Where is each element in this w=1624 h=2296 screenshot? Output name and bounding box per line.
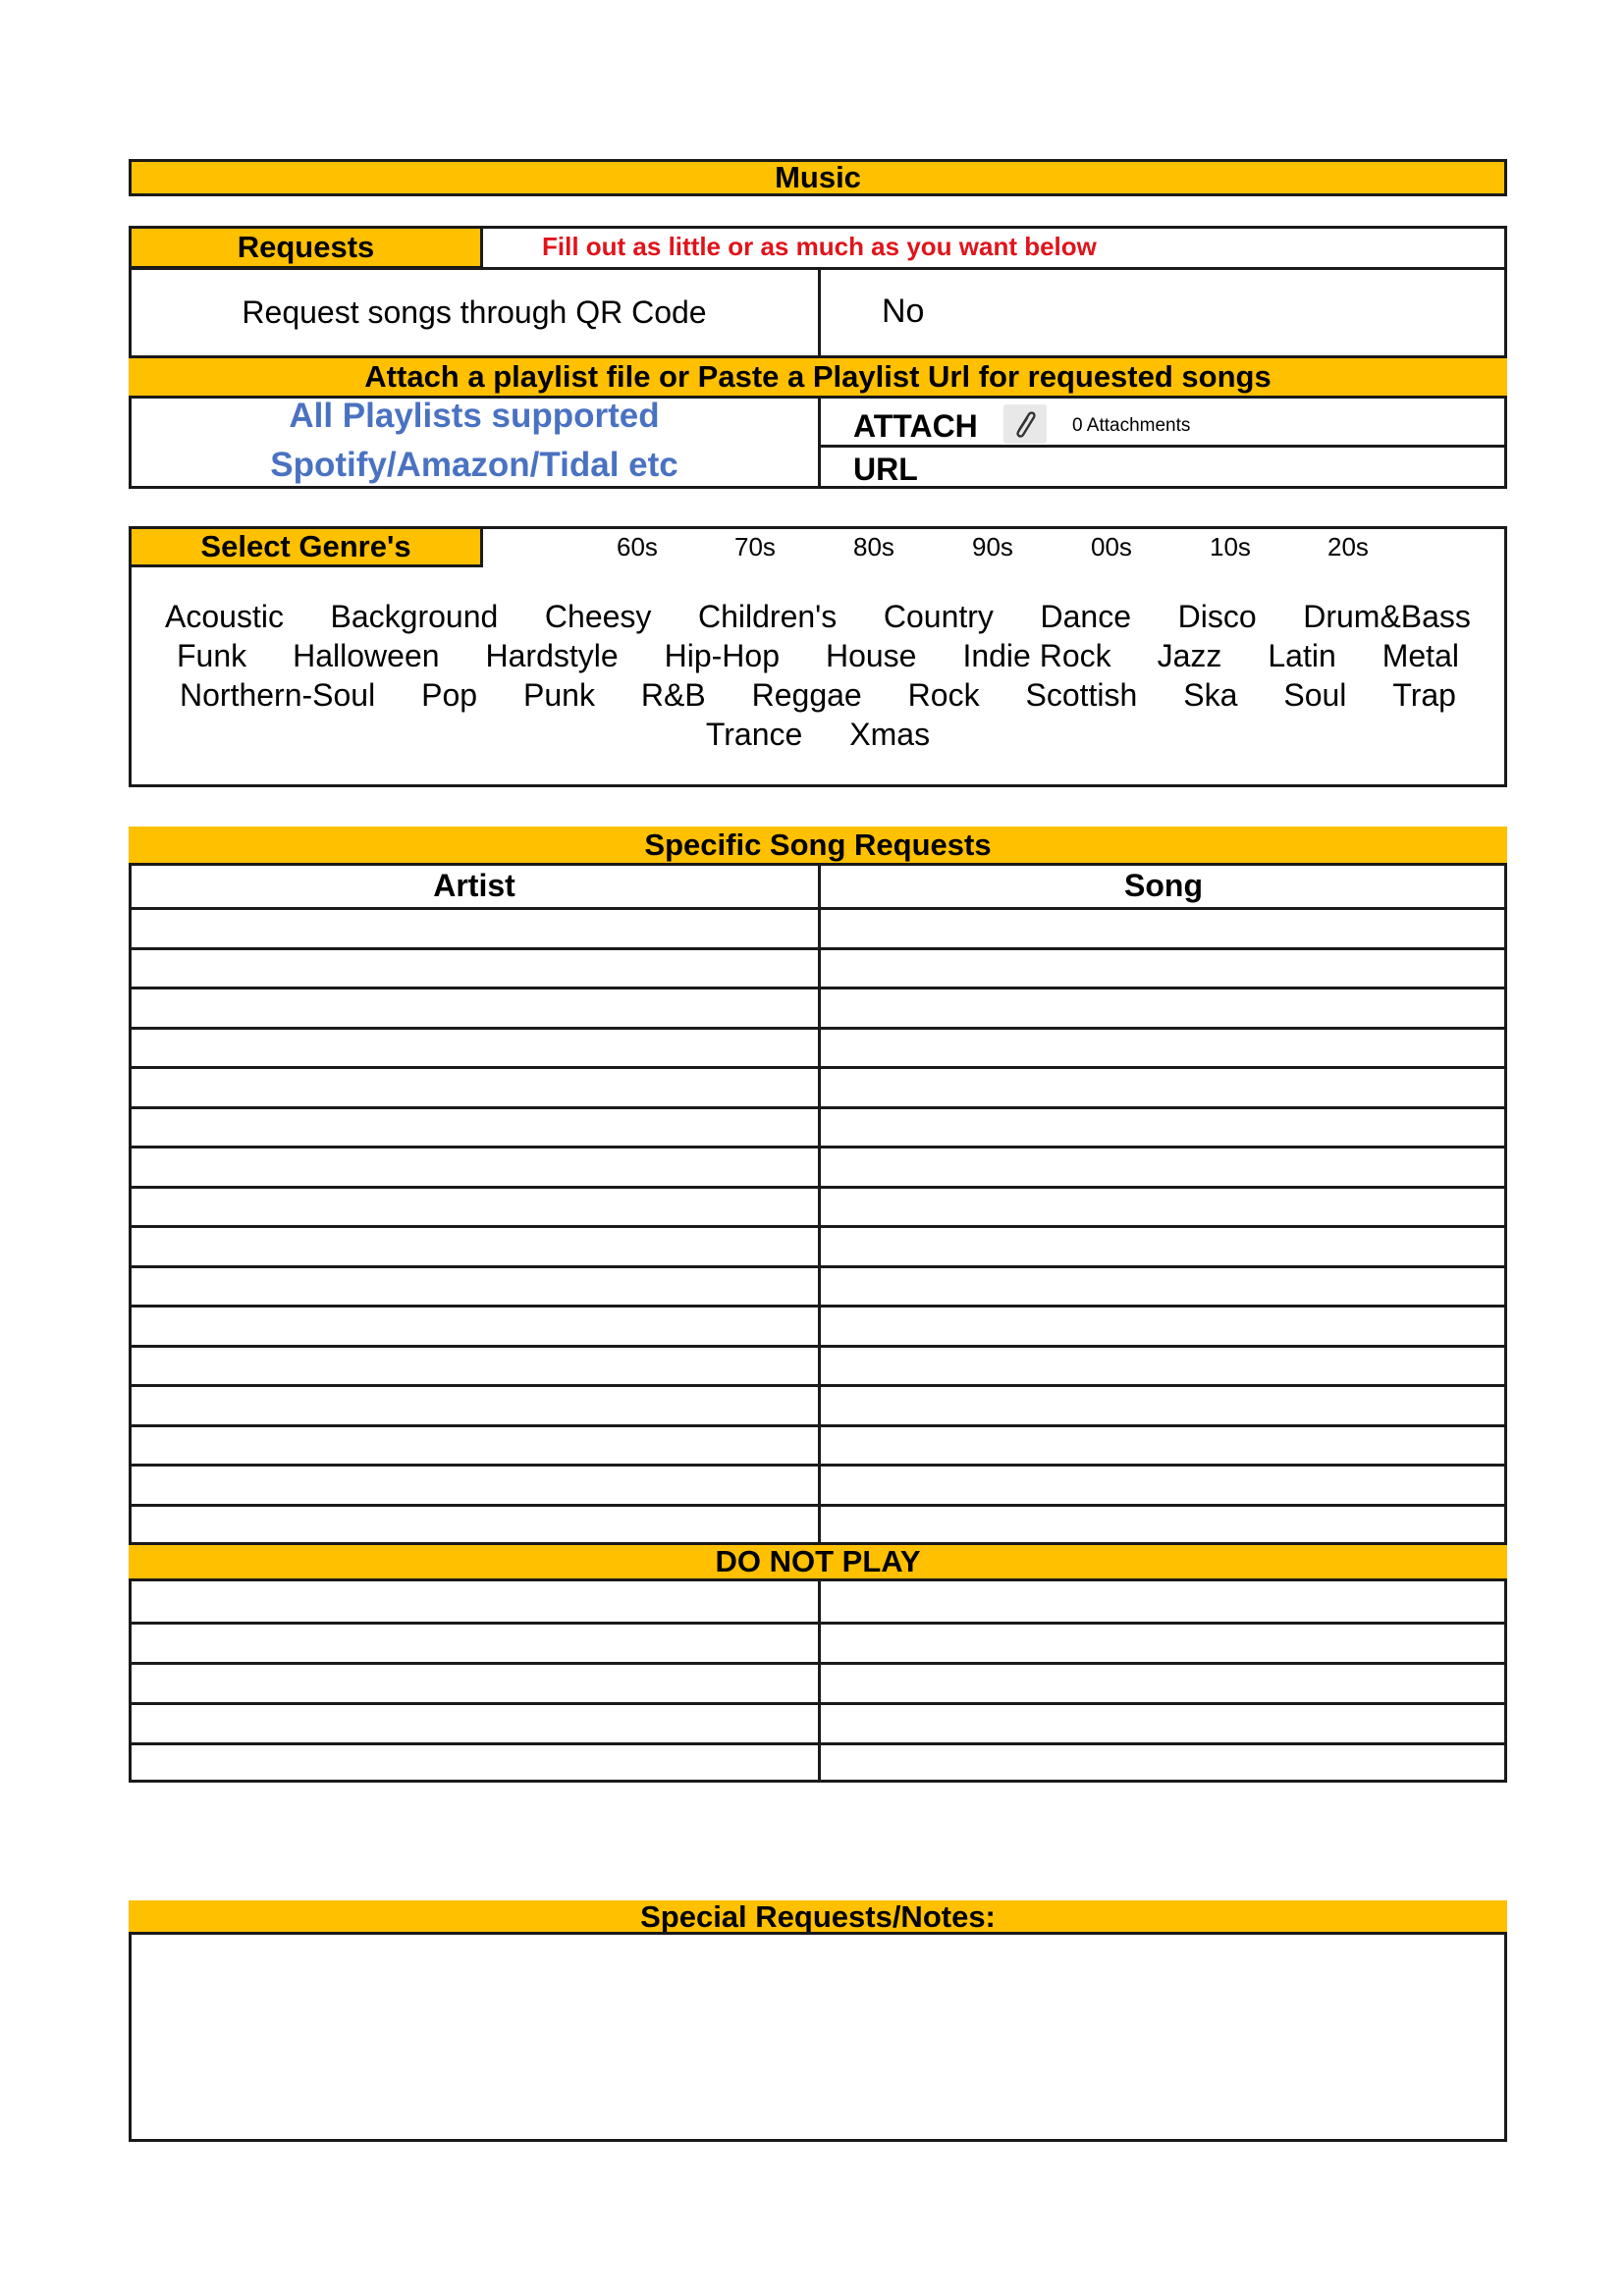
- genre-option[interactable]: Punk: [523, 677, 595, 713]
- genre-option[interactable]: Cheesy: [544, 599, 652, 634]
- song-request-song-cell[interactable]: [821, 1030, 1504, 1066]
- genre-option[interactable]: Pop: [421, 677, 478, 713]
- genre-label: [129, 526, 483, 567]
- song-requests-title-text: Specific Song Requests: [644, 827, 992, 862]
- decade-option[interactable]: 10s: [1210, 532, 1251, 561]
- divider: [818, 445, 1507, 448]
- genre-option[interactable]: Drum&Bass: [1303, 599, 1471, 634]
- playlists-supported-text: All Playlists supported: [289, 397, 660, 435]
- genre-option[interactable]: Dance: [1040, 599, 1132, 634]
- requests-note: Fill out as little or as much as you want below: [542, 232, 1097, 261]
- song-request-artist-cell[interactable]: [132, 1507, 818, 1543]
- song-request-artist-cell[interactable]: [132, 1189, 818, 1225]
- genre-option[interactable]: Northern-Soul: [180, 677, 376, 713]
- genre-row: [180, 677, 1456, 714]
- do-not-play-artist-cell[interactable]: [132, 1665, 818, 1701]
- decade-option[interactable]: 60s: [617, 532, 658, 561]
- genre-option[interactable]: Xmas: [849, 717, 931, 752]
- notes-title: [129, 1900, 1507, 1934]
- genre-row: [177, 638, 1459, 674]
- genre-option[interactable]: R&B: [640, 677, 706, 713]
- do-not-play-song-cell[interactable]: [821, 1584, 1504, 1621]
- genre-option[interactable]: Reggae: [751, 677, 862, 713]
- song-request-song-cell[interactable]: [821, 989, 1504, 1026]
- requests-label-text: Requests: [237, 230, 375, 264]
- song-request-artist-cell[interactable]: [132, 1109, 818, 1146]
- do-not-play-artist-cell[interactable]: [132, 1705, 818, 1741]
- qr-code-label: Request songs through QR Code: [242, 294, 707, 330]
- song-request-song-cell[interactable]: [821, 1109, 1504, 1146]
- do-not-play-song-cell[interactable]: [821, 1625, 1504, 1661]
- qr-code-dropdown[interactable]: No: [882, 293, 925, 330]
- song-requests-title: [129, 827, 1507, 866]
- decade-option[interactable]: 90s: [972, 532, 1013, 561]
- attach-button[interactable]: ATTACH: [853, 408, 978, 444]
- song-request-song-cell[interactable]: [821, 910, 1504, 946]
- genre-option[interactable]: Country: [883, 599, 994, 634]
- song-request-artist-cell[interactable]: [132, 950, 818, 987]
- decade-option[interactable]: 20s: [1327, 532, 1369, 561]
- notes-textarea[interactable]: [129, 1932, 1507, 2142]
- do-not-play-artist-cell[interactable]: [132, 1745, 818, 1782]
- song-request-artist-cell[interactable]: [132, 1069, 818, 1105]
- song-request-song-cell[interactable]: [821, 1228, 1504, 1264]
- song-request-song-cell[interactable]: [821, 1148, 1504, 1185]
- song-request-artist-cell[interactable]: [132, 1348, 818, 1384]
- genre-option[interactable]: Rock: [907, 677, 980, 713]
- song-request-song-cell[interactable]: [821, 950, 1504, 987]
- paperclip-icon[interactable]: [1003, 404, 1047, 444]
- song-request-song-cell[interactable]: [821, 1069, 1504, 1105]
- genre-option[interactable]: Acoustic: [165, 599, 284, 634]
- song-request-song-cell[interactable]: [821, 1268, 1504, 1305]
- genre-option[interactable]: Jazz: [1157, 638, 1222, 673]
- genre-option[interactable]: Ska: [1183, 677, 1238, 713]
- decade-option[interactable]: 00s: [1091, 532, 1132, 561]
- song-request-artist-cell[interactable]: [132, 1467, 818, 1503]
- song-request-artist-cell[interactable]: [132, 1427, 818, 1464]
- playlist-heading-text: Attach a playlist file or Paste a Playlist Url for requested songs: [364, 359, 1272, 394]
- genre-option[interactable]: Soul: [1283, 677, 1347, 713]
- genre-option[interactable]: Children's: [698, 599, 838, 634]
- song-request-song-cell[interactable]: [821, 1189, 1504, 1225]
- genre-option[interactable]: Trap: [1392, 677, 1456, 713]
- genre-row: [165, 599, 1471, 635]
- genre-label-text: Select Genre's: [200, 529, 411, 563]
- song-request-artist-cell[interactable]: [132, 1387, 818, 1423]
- do-not-play-artist-cell[interactable]: [132, 1584, 818, 1621]
- attachments-count: 0 Attachments: [1072, 415, 1191, 436]
- genre-option[interactable]: Latin: [1268, 638, 1336, 673]
- do-not-play-song-cell[interactable]: [821, 1745, 1504, 1782]
- song-column-header: Song: [1124, 868, 1203, 903]
- song-request-song-cell[interactable]: [821, 1507, 1504, 1543]
- url-field[interactable]: URL: [853, 452, 918, 487]
- do-not-play-song-cell[interactable]: [821, 1705, 1504, 1741]
- music-title: Music: [775, 160, 861, 194]
- song-request-song-cell[interactable]: [821, 1427, 1504, 1464]
- genre-option[interactable]: Trance: [705, 717, 803, 752]
- playlist-heading: [129, 355, 1507, 399]
- song-request-song-cell[interactable]: [821, 1467, 1504, 1503]
- song-request-song-cell[interactable]: [821, 1308, 1504, 1344]
- music-header: [129, 159, 1507, 196]
- song-request-artist-cell[interactable]: [132, 1148, 818, 1185]
- song-request-artist-cell[interactable]: [132, 910, 818, 946]
- genre-option[interactable]: House: [825, 638, 917, 673]
- notes-title-text: Special Requests/Notes:: [640, 1899, 996, 1934]
- do-not-play-title-text: DO NOT PLAY: [715, 1544, 921, 1578]
- genre-option[interactable]: Scottish: [1025, 677, 1138, 713]
- song-request-artist-cell[interactable]: [132, 989, 818, 1026]
- song-request-song-cell[interactable]: [821, 1387, 1504, 1423]
- genre-option[interactable]: Disco: [1177, 599, 1257, 634]
- artist-column-header: Artist: [433, 868, 515, 903]
- genre-option[interactable]: Funk: [177, 638, 247, 673]
- do-not-play-song-cell[interactable]: [821, 1665, 1504, 1701]
- song-request-artist-cell[interactable]: [132, 1308, 818, 1344]
- decade-option[interactable]: 80s: [853, 532, 894, 561]
- genre-option[interactable]: Hardstyle: [485, 638, 619, 673]
- song-request-artist-cell[interactable]: [132, 1268, 818, 1305]
- song-request-song-cell[interactable]: [821, 1348, 1504, 1384]
- song-request-artist-cell[interactable]: [132, 1228, 818, 1264]
- genre-option[interactable]: Indie Rock: [962, 638, 1111, 673]
- song-request-artist-cell[interactable]: [132, 1030, 818, 1066]
- do-not-play-artist-cell[interactable]: [132, 1625, 818, 1661]
- genre-option[interactable]: Hip-Hop: [664, 638, 780, 673]
- genre-row: [157, 717, 1479, 753]
- genre-option[interactable]: Halloween: [293, 638, 440, 673]
- genre-option[interactable]: Metal: [1381, 638, 1459, 673]
- do-not-play-title: [129, 1542, 1507, 1581]
- decade-option[interactable]: 70s: [734, 532, 776, 561]
- playlists-services-text: Spotify/Amazon/Tidal etc: [270, 446, 678, 484]
- genre-option[interactable]: Background: [330, 599, 499, 634]
- requests-label: [129, 226, 483, 269]
